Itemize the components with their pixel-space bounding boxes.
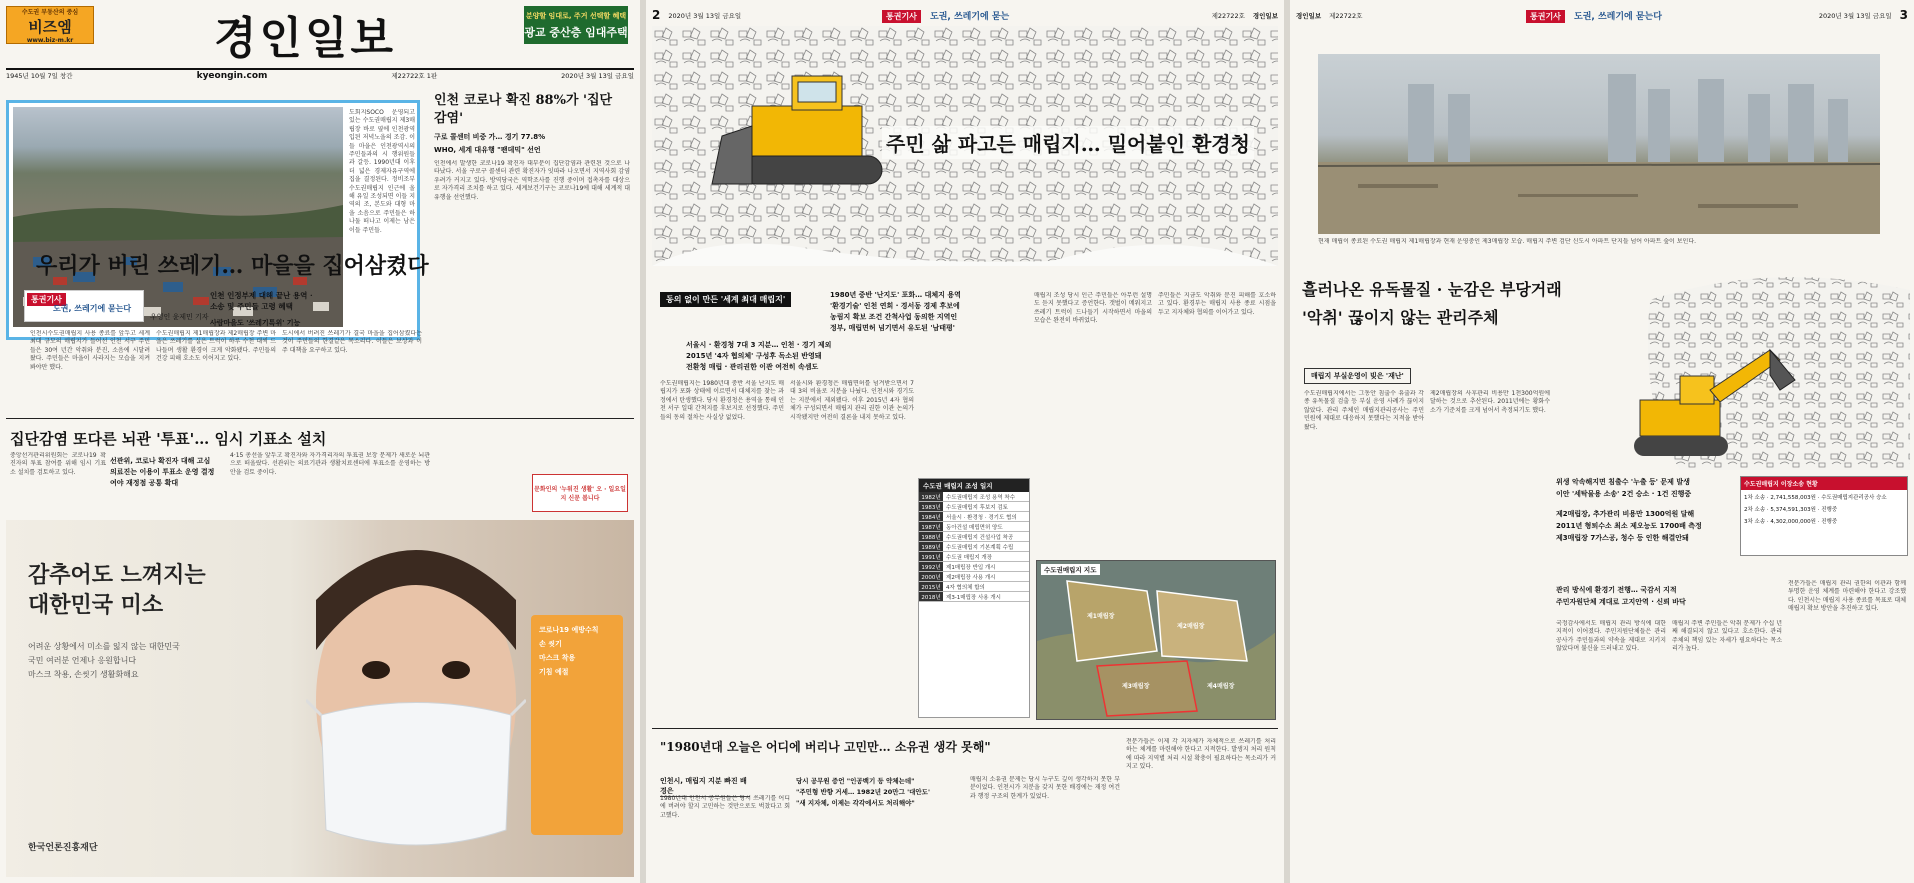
map-label-4: 제4매립장 (1207, 683, 1235, 690)
timeline-year: 2018년 (919, 592, 943, 601)
ad-panel-text3: 마스크 착용 (539, 654, 576, 662)
timeline-text: 제1매립장 반입 개시 (946, 564, 996, 571)
p3-landfill-photo (1318, 54, 1880, 234)
p2-bottom-sub2: 당시 공무원 증언 "인공백기 등 약체는데" (796, 777, 915, 785)
p2-pull-quotes-1 (830, 290, 1030, 334)
p2-header-date: 2020년 3월 13일 금요일 (668, 11, 742, 20)
p2-body-col2: 서울시와 환경청은 매립면허를 넘겨받으면서 7대 3의 비율로 지분을 나눴다. 인천시와 경기도는 지분에서 제외됐다. 이후 2015년 4자 협의체가 구성되면서 매립지 관리 권한 이관 논의가 시작됐지만 여전히 결론을 내지 못하고 있다. (790, 380, 914, 421)
small-ad[interactable] (532, 474, 628, 512)
main-headline: 우리가 버린 쓰레기… 마을을 집어삼켰다 (36, 253, 429, 279)
map-label-1: 제1매립장 (1087, 613, 1115, 620)
p3-table-row: 2차 소송 · 5,374,591,303원 · 진행중 (1744, 507, 1838, 513)
p2-series-title: 도권, 쓰레기에 묻는 (930, 12, 1010, 22)
bottom-headline: 집단감염 또다른 뇌관 '투표'… 임시 기표소 설치 (10, 430, 327, 448)
p2-bottom-headline: "1980년대 오늘은 어디에 버리나 고민만… 소유권 생각 못해" (660, 740, 991, 754)
big-ad-body2: 국민 여러분 언제나 응원합니다 (28, 656, 137, 665)
ad-housing[interactable] (524, 6, 628, 44)
p3-page-no: 3 (1899, 8, 1908, 22)
timeline-year: 1989년 (919, 542, 943, 551)
p3-body-col4: 매립지 주변 주민들은 악취 문제가 수십 년째 해결되지 않고 있다고 호소한다. 관리 주체의 책임 있는 자세가 필요하다는 목소리가 높다. (1672, 620, 1782, 653)
p2-pq6: 2015년 '4자 협의체' 구성후 독소된 반영돼 (686, 352, 822, 360)
timeline-year: 2000년 (919, 572, 943, 581)
p3-headline1: 흘러나온 유독물질 · 눈감은 부당거래 (1302, 280, 1562, 299)
p3-headline (1302, 276, 1562, 332)
big-ad-headline (28, 560, 206, 620)
p3-series-badge (1526, 4, 1666, 28)
p2-body-col3: 매립지 조성 당시 인근 주민들은 아무런 설명도 듣지 못했다고 증언한다. 갯벌이 메워지고 쓰레기 트럭이 드나들기 시작하면서 마을의 모습은 완전히 바뀌었다. (1034, 292, 1152, 325)
front-page (0, 0, 640, 883)
big-ad-body (28, 640, 180, 682)
p2-pq5: 서울시 · 환경청 7대 3 지분… 인천 · 경기 제외 (686, 341, 832, 349)
timeline-row (919, 542, 1029, 552)
timeline-text: 수도권매립지 기본계획 수립 (946, 544, 1014, 551)
big-ad-body1: 어려운 상황에서 미소를 잃지 않는 대한민국 (28, 642, 180, 651)
main-body-col3: 도시에서 버려진 쓰레기가 결국 마을을 집어삼켰다는 것이 주민들의 한결같은 목소리다. 이들은 보상과 이주 대책을 요구하고 있다. (282, 330, 422, 354)
map-label-2: 제2매립장 (1177, 623, 1205, 630)
timeline-text: 수도권매립지 조성 용역 착수 (946, 494, 1016, 501)
timeline-year: 1992년 (919, 562, 943, 571)
p2-timeline-title: 수도권 매립지 조성 일지 (919, 479, 1029, 492)
p2-header-issue: 제22722호 (1211, 11, 1245, 20)
main-body-col1: 인천시수도권매립지 사용 종료를 앞두고 세계 최대 규모의 매립지가 들어선 인천 서구 주민들은 30여 년간 악취와 분진, 소음에 시달려 왔다. 주민들은 마을이 사라지는 모습을 지켜봐야만 했다. (30, 330, 150, 371)
p3-lawsuit-table (1740, 476, 1908, 556)
p2-divider (652, 728, 1278, 729)
bottom-sub3: 여야 재정점 공통 확대 (110, 479, 179, 487)
p3-mid-subs (1556, 584, 1756, 608)
big-ad-line2: 대한민국 미소 (28, 592, 164, 618)
ad-bizm-line1: 수도권 부동산의 중심 (21, 8, 79, 16)
p3-body-col2: 제2매립장의 사후관리 비용만 1천300억원에 달하는 것으로 추산된다. 2011년에는 황화수소가 기준치를 크게 넘어서 측정되기도 했다. (1430, 390, 1550, 414)
series-title: 도권, 쓰레기에 묻는다 (53, 304, 132, 313)
p2-pq4: 정부, 매립면허 넘기면서 유도된 '남태평' (830, 324, 955, 332)
dateline (6, 71, 634, 81)
side-sub: 구로 콜센터 비중 가… 경기 77.8% (434, 133, 546, 141)
mid-headline: 인천 인정부제 대해 끝난 용역 · 소송 및 주민들 고령 혜택 (210, 291, 313, 311)
timeline-year: 1987년 (919, 522, 943, 531)
ad-housing-line2: 광교 중산층 임대주택 (524, 25, 628, 39)
dateline-founded: 1945년 10월 7일 창간 (6, 72, 73, 80)
p3-subheads (1556, 476, 1736, 544)
timeline-text: 수도권매립지 건설사업 착공 (946, 534, 1014, 541)
timeline-text: 4자 협의체 합의 (946, 584, 985, 591)
p3-mid-sub2: 주민자원단체 계대로 고지안역 · 신뢰 바닥 (1556, 598, 1686, 606)
p2-bottom-subs (796, 776, 966, 809)
dateline-site[interactable]: kyeongin.com (196, 71, 268, 81)
divider (6, 418, 634, 419)
p2-map (1036, 560, 1276, 720)
p3-table-row: 1차 소송 · 2,741,558,003원 · 수도권매립지관리공사 승소 (1744, 495, 1887, 501)
masthead-rule (6, 68, 634, 70)
p2-map-graphic (1037, 561, 1276, 720)
timeline-text: 수도권매립지 후보지 검토 (946, 504, 1008, 511)
mid-sub: 사람마을도 '쓰레기특위' 기능 (210, 319, 301, 327)
masthead: 경인일보 (214, 13, 397, 64)
timeline-row (919, 522, 1029, 532)
timeline-text: 수도권 매립지 개장 (946, 554, 993, 561)
p2-pq2: '환경기술' 인천 연희 · 경서동 경제 후보에 (830, 302, 960, 310)
p3-table-body (1741, 490, 1907, 530)
ad-bizm-url: www.biz-m.kr (26, 36, 74, 44)
ad-bizm[interactable] (6, 6, 94, 44)
bottom-sub2: 의료진는 이용이 투표소 운영 결정 (110, 468, 215, 476)
p3-table-title: 수도권매립지 이장소송 현황 (1741, 477, 1907, 490)
p3-photo-caption: 현재 매립이 종료된 수도권 매립지 제1매립장과 현재 운영중인 제3매립장 모습. 매립지 주변 검단 신도시 아파트 단지들 넘어 아파트 숲이 보인다. (1318, 238, 1697, 245)
timeline-row (919, 552, 1029, 562)
p2-body-col4: 주민들은 지금도 악취와 분진 피해를 호소하고 있다. 환경부는 매립지 사용 종료 시점을 두고 지자체와 협의를 이어가고 있다. (1158, 292, 1276, 316)
dateline-issue: 제22722호 1판 (391, 72, 438, 80)
timeline-row (919, 562, 1029, 572)
p3-sub4: 2011년 형퇴수소 최소 제오능도 1700배 측정 (1556, 522, 1702, 530)
big-ad-body3: 마스크 착용, 손씻기 생활화해요 (28, 670, 139, 679)
bottom-body2: 4·15 총선을 앞두고 확진자와 자가격리자의 투표권 보장 문제가 새로운 뇌관으로 떠올랐다. 선관위는 의료기관과 생활치료센터에 투표소를 운영하는 방안을 검토 중이다. (230, 452, 430, 476)
p3-header-date: 2020년 3월 13일 금요일 (1818, 11, 1892, 20)
page-3 (1290, 0, 1914, 883)
p2-bottom-body1: 1980년대 인천시 공무원들은 당시 쓰레기를 어디에 버려야 할지 고민하는 것만으로도 벅찼다고 회고했다. (660, 795, 790, 819)
p3-mid-sub1: 관리 방식에 환경기 전행… 국감서 지적 (1556, 586, 1677, 594)
timeline-year: 1988년 (919, 532, 943, 541)
p2-series-tag: 통권기사 (882, 10, 921, 23)
p2-bottom-sub3: "주민형 반향 거세… 1982년 20만그 '대안도' (796, 788, 930, 796)
p3-series-title: 도권, 쓰레기에 묻는다 (1574, 12, 1662, 22)
p2-pq1: 1980년 중반 '난지도' 포화… 대체지 용역 (830, 291, 961, 299)
timeline-year: 1982년 (919, 492, 943, 501)
bottom-body1: 중앙선거관리위원회는 코로나19 확진자의 투표 참여를 위해 임시 기표소 설치를 검토하고 있다. (10, 452, 106, 476)
p2-header-paper: 경인일보 (1252, 11, 1278, 20)
timeline-text: 제2매립장 사용 개시 (946, 574, 996, 581)
p3-body-col1: 수도권매립지에서는 그동안 침출수 유출과 각종 유독물질 검출 등 부실 운영 사례가 끊이지 않았다. 관리 주체인 매립지관리공사는 주민 민원에 제대로 대응하지 못했다는 지적을 받아 왔다. (1304, 390, 1424, 431)
timeline-row (919, 572, 1029, 582)
p3-header-paper: 경인일보 (1296, 11, 1322, 20)
timeline-text: 서울시 · 환경청 · 경기도 협의 (946, 514, 1017, 521)
page-2 (646, 0, 1284, 883)
p3-headline2: '악취' 끊이지 않는 관리주체 (1302, 308, 1499, 327)
p3-section-tag: 매립지 부실운영이 빚은 '재난' (1304, 368, 1411, 384)
ad-housing-line1: 분양할 임대로, 주거 선택할 혜택 (525, 11, 627, 20)
timeline-text: 제3-1매립장 사용 개시 (946, 594, 1001, 601)
map-label-3: 제3매립장 (1122, 683, 1150, 690)
timeline-year: 2015년 (919, 582, 943, 591)
p3-sub2: 이안 '세탁물용 소송' 2건 승소 · 1건 진행중 (1556, 490, 1692, 498)
big-ad-orange-panel (531, 615, 623, 835)
p3-table-row: 3차 소송 · 4,302,000,000원 · 진행중 (1744, 519, 1838, 525)
p2-pull-quotes-2 (686, 340, 866, 373)
p3-sub5: 제3매립장 7가스공, 청수 등 인한 해결안돼 (1556, 534, 1689, 542)
byline: 우영인 윤제민 기자 (150, 313, 209, 321)
big-ad[interactable] (6, 520, 634, 877)
ad-bizm-brand: 비즈엠 (28, 17, 72, 36)
timeline-year: 1991년 (919, 552, 943, 561)
p2-timeline-list (919, 492, 1029, 602)
big-ad-org: 한국언론진흥재단 (28, 843, 98, 853)
p2-bottom-sub4: "새 지자체, 이제는 각각에서도 처리해야" (796, 799, 915, 807)
timeline-row (919, 592, 1029, 602)
small-ad-text: 문화인의 '누워진 생활' 오 · 일요일지 신문 봅니다 (534, 486, 626, 502)
side-body: 인천에서 발생한 코로나19 확진자 대부분이 집단감염과 관련된 것으로 나타났다. 서울 구로구 콜센터 관련 확진자가 잇따라 나오면서 지역사회 감염 우려가 커지고 있다. 방역당국은 역학조사를 진행 중이며 접촉자를 대상으로 자가격리 조치를 하고 있다. 세계보건기구는 코로나19에 대해 세계적 대유행을 선언했다. (434, 160, 630, 201)
bottom-sub1: 선관위, 코로나 확진자 대해 고심 (110, 457, 211, 465)
timeline-year: 1984년 (919, 512, 943, 521)
timeline-row (919, 582, 1029, 592)
p3-body-col3: 국정감사에서도 매립지 관리 방식에 대한 지적이 이어졌다. 주민지원단체들은 관리공사가 주민들과의 약속을 제대로 지키지 않았다며 불신을 드러내고 있다. (1556, 620, 1666, 653)
big-ad-line1: 감추어도 느껴지는 (28, 562, 206, 588)
timeline-row (919, 502, 1029, 512)
timeline-year: 1983년 (919, 502, 943, 511)
p3-trash-graphic (1620, 270, 1910, 470)
p3-header-issue: 제22722호 (1329, 11, 1363, 20)
p2-section-tag: 동의 없이 만든 '세계 최대 매립지' (660, 292, 791, 307)
timeline-row (919, 512, 1029, 522)
p2-timeline-box (918, 478, 1030, 718)
timeline-row (919, 532, 1029, 542)
p2-pq7: 전환청 매립 · 관리권한 이관 여전히 속셈도 (686, 363, 819, 371)
p3-series-tag: 통권기사 (1526, 10, 1565, 23)
ad-panel-text2: 손 씻기 (539, 640, 562, 648)
p3-landfill-graphic (1318, 54, 1880, 234)
p2-bottom-body3: 전문가들은 이제 각 지자체가 자체적으로 쓰레기를 처리하는 체계를 마련해야 한다고 지적한다. 발생지 처리 원칙에 따라 지역별 처리 시설 확충이 필요하다는 목소리가 커지고 있다. (1126, 738, 1276, 771)
child-face-illustration (306, 540, 526, 877)
timeline-row (919, 492, 1029, 502)
main-photo-caption: 도회지SOCO 운영되고 있는 수도권매립지 제3매립장 바로 옆에 인천광역 입된 저녁노을의 조감. 이들 마을은 인천광역시의 주민들과의 시 행위원들과 갈등. 1990년대 이후 더 넓은 경제자유구역에 집을 결정된다. 정비조부 수도권매립지 인근에 올해 유일 조성되면 이들 지역의 조, 본도와 대형 마을 소음으로 주민들은 하나둘 떠나고 이제는 남은 이들 주민들. (349, 109, 415, 234)
p3-body-col5: 전문가들은 매립지 관리 권한의 이관과 함께 투명한 운영 체계를 마련해야 한다고 강조했다. 인천시는 매립지 사용 종료를 목표로 대체 매립지 확보 방안을 추진하고 있다. (1788, 580, 1906, 613)
ad-panel-text4: 기침 예절 (539, 668, 569, 676)
p3-sub3: 제2매립장, 추가관리 비용만 1300억원 달해 (1556, 510, 1695, 518)
p3-trash-illustration (1620, 270, 1910, 470)
series-badge (24, 290, 144, 322)
bottom-subheads (110, 456, 214, 489)
p2-map-title: 수도권매립지 지도 (1041, 564, 1100, 575)
ad-panel-text1: 코로나19 예방수칙 (539, 626, 599, 634)
dateline-date: 2020년 3월 13일 금요일 (561, 72, 634, 80)
p2-pq3: 농림지 확보 조건 간척사업 동의한 지역인 (830, 313, 958, 321)
side-sub2: WHO, 세계 대유행 "팬데믹" 선언 (434, 146, 541, 154)
p2-bottom-sub1: 인천시, 매립지 지분 빠진 배경은 (660, 776, 750, 797)
series-tag: 통권기사 (27, 293, 66, 306)
side-headline: 인천 코로나 확진 88%가 '집단감염' (434, 93, 613, 126)
p2-headline: 주민 삶 파고든 매립지… 밀어붙인 환경청 (882, 126, 1254, 159)
p2-body-col1: 수도권매립지는 1980년대 중반 서울 난지도 매립지가 포화 상태에 이르면서 대체지를 찾는 과정에서 탄생했다. 당시 환경청은 용역을 통해 인천 서구 일대 간척지를 후보지로 선정했다. 주민들의 동의 절차는 사실상 없었다. (660, 380, 784, 421)
timeline-text: 동아건설 매립면허 양도 (946, 524, 1003, 531)
p2-bottom-body2: 매립지 소유권 문제는 당시 누구도 깊이 생각하지 못한 부분이었다. 인천시가 지분을 갖지 못한 배경에는 재정 여건과 행정 구조의 한계가 있었다. (970, 776, 1120, 800)
p3-sub1: 위생 악속해지면 침출수 '누출 등' 문제 발생 (1556, 478, 1690, 486)
main-body-col2: 수도권매립지 제1매립장과 제2매립장 주변 마을은 쓰레기를 실은 트럭이 하루 수천 대씩 드나들며 생활 환경이 크게 악화됐다. 주민들의 건강 피해 호소도 이어지고 있다. (156, 330, 276, 363)
p2-page-no: 2 (652, 8, 661, 22)
